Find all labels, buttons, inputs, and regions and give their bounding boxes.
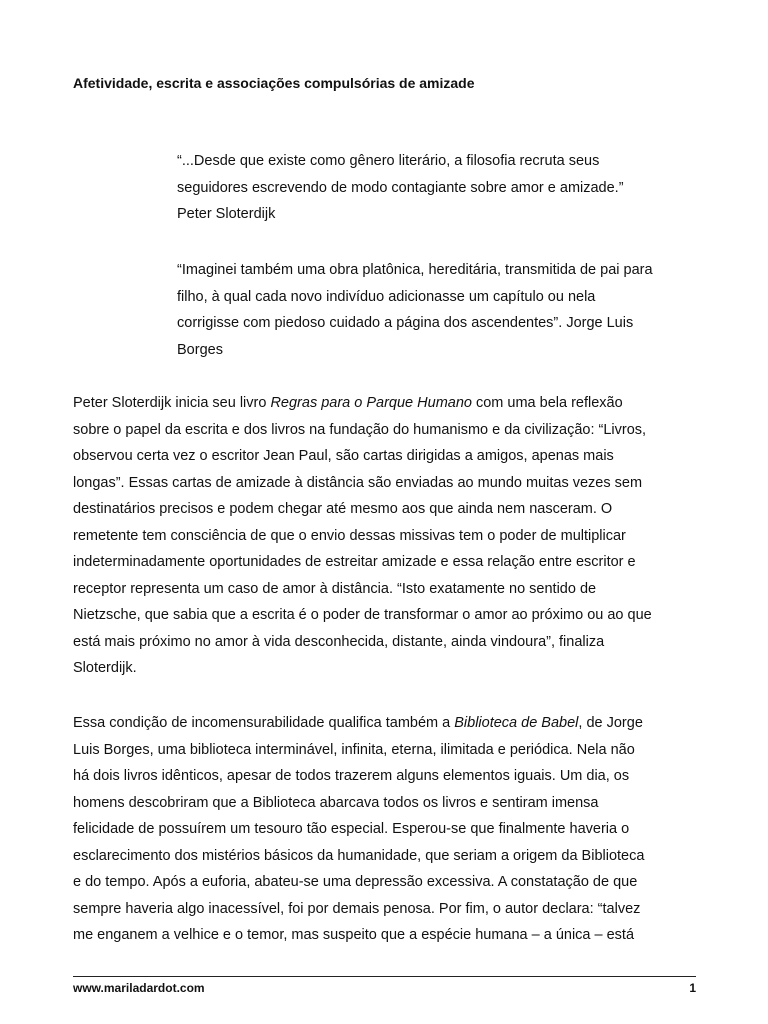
epigraph-line: Borges xyxy=(177,341,223,358)
epigraph-sloterdijk xyxy=(177,148,707,228)
paragraph-line: me enganem a velhice e o temor, mas suspeito que a espécie humana – a única – está xyxy=(73,927,635,943)
epigraph-line: Peter Sloterdijk xyxy=(177,206,276,222)
text-run: , de Jorge xyxy=(578,715,643,731)
paragraph-line xyxy=(73,390,703,417)
paragraph-line: felicidade de possuírem um tesouro tão especial. Esperou-se que finalmente haveria o xyxy=(73,821,630,837)
paragraph-line: observou certa vez o escritor Jean Paul, são cartas dirigidas a amigos, apenas mais xyxy=(73,448,614,464)
paragraph-line: há dois livros idênticos, apesar de todos trazerem alguns elementos iguais. Um dia, os xyxy=(73,768,630,784)
epigraph-line: filho, à qual cada novo indivíduo adicionasse um capítulo ou nela xyxy=(177,288,596,305)
paragraph-line: Sloterdijk. xyxy=(73,660,137,676)
body-paragraph-1 xyxy=(73,390,703,682)
paragraph-line: sempre haveria algo inacessível, foi por demais penosa. Por fim, o autor declara: “talvez xyxy=(73,900,641,917)
epigraph-line: seguidores escrevendo de modo contagiante sobre amor e amizade.” xyxy=(177,179,624,196)
paragraph-line: está mais próximo no amor à vida desconhecida, distante, ainda vindoura”, finaliza xyxy=(73,633,605,650)
paragraph-line: destinatários precisos e podem chegar até mesmo aos que ainda nem nasceram. O xyxy=(73,501,613,517)
paragraph-line: Luis Borges, uma biblioteca interminável, infinita, eterna, ilimitada e periódica. Nela não xyxy=(73,741,635,758)
footer-divider xyxy=(73,976,696,977)
paragraph-line: e do tempo. Após a euforia, abateu-se uma depressão excessiva. A constatação de que xyxy=(73,874,638,890)
epigraph-line: corrigisse com piedoso cuidado a página dos ascendentes”. Jorge Luis xyxy=(177,315,634,331)
book-title-italic: Biblioteca de Babel xyxy=(454,715,579,731)
epigraph-borges xyxy=(177,257,707,363)
paragraph-line: receptor representa um caso de amor à distância. “Isto exatamente no sentido de xyxy=(73,580,597,597)
text-run: Essa condição de incomensurabilidade qualifica também a xyxy=(73,715,455,731)
body-paragraph-2 xyxy=(73,710,703,949)
footer-website: www.mariladardot.com xyxy=(73,981,205,995)
paragraph-line xyxy=(73,710,703,737)
epigraph-line: “...Desde que existe como gênero literário, a filosofia recruta seus xyxy=(177,153,600,169)
paragraph-line: homens descobriram que a Biblioteca abarcava todos os livros e sentiram imensa xyxy=(73,794,599,811)
paragraph-line: indeterminadamente oportunidades de estreitar amizade e essa relação entre escritor e xyxy=(73,554,636,570)
text-run: com uma bela reflexão xyxy=(471,395,623,411)
paragraph-line: longas”. Essas cartas de amizade à distância são enviadas ao mundo muitas vezes sem xyxy=(73,474,643,491)
paragraph-line: esclarecimento dos mistérios básicos da humanidade, que seriam a origem da Biblioteca xyxy=(73,847,645,864)
paragraph-line: Nietzsche, que sabia que a escrita é o poder de transformar o amor ao próximo ou ao que xyxy=(73,607,652,623)
paragraph-line: remetente tem consciência de que o envio dessas missivas tem o poder de multiplicar xyxy=(73,527,626,544)
text-run: Peter Sloterdijk inicia seu livro xyxy=(73,395,271,411)
document-title: Afetividade, escrita e associações compulsórias de amizade xyxy=(73,75,475,91)
paragraph-line: sobre o papel da escrita e dos livros na fundação do humanismo e da civilização: “Livros, xyxy=(73,421,647,438)
book-title-italic: Regras para o Parque Humano xyxy=(270,395,472,411)
page-number: 1 xyxy=(689,981,696,995)
epigraph-line: “Imaginei também uma obra platônica, hereditária, transmitida de pai para xyxy=(177,262,653,278)
